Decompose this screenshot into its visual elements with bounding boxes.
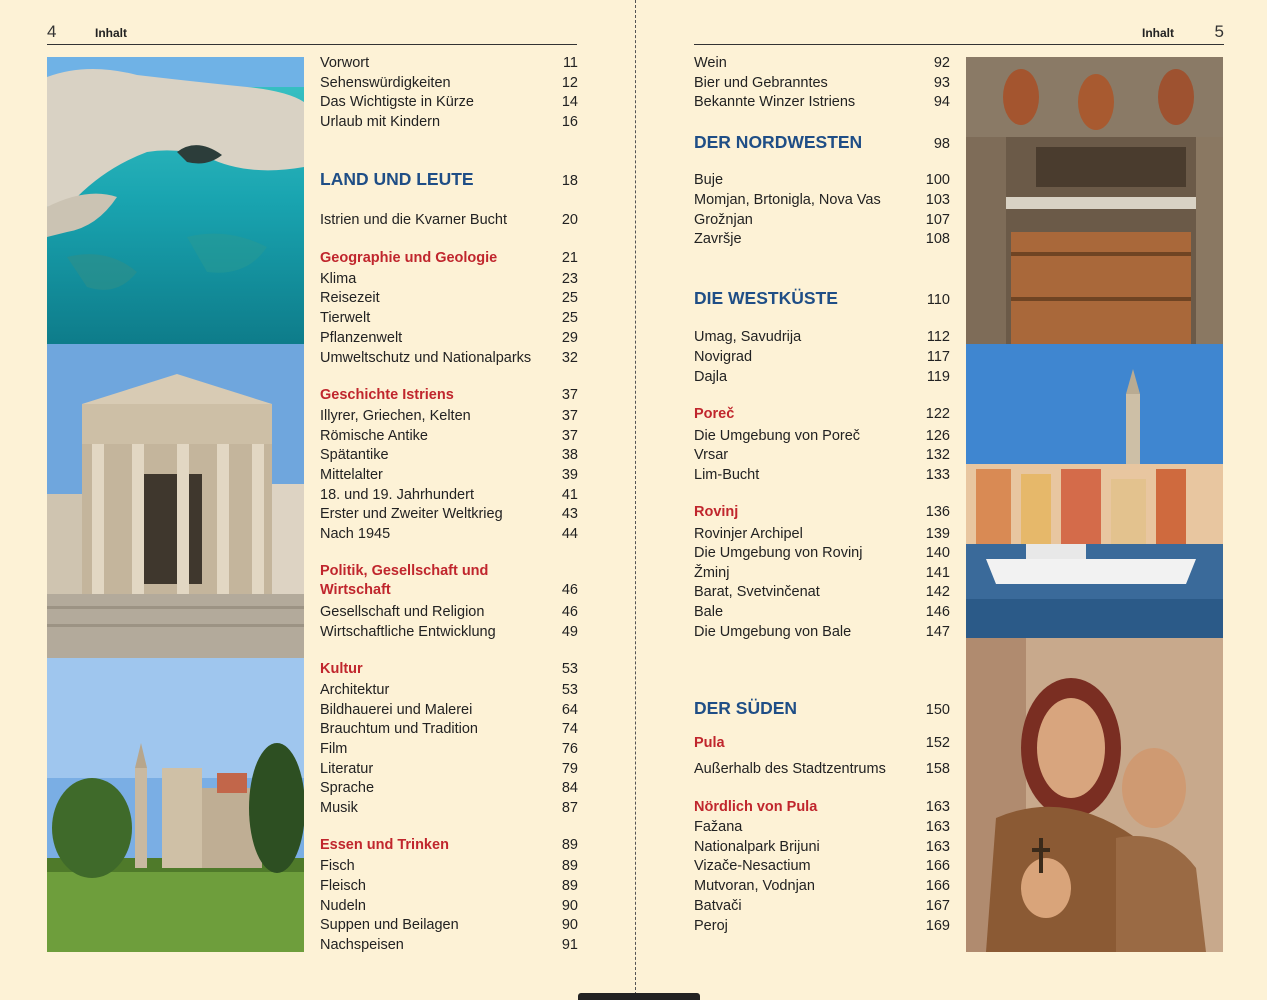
toc-entry	[320, 936, 578, 956]
toc-entry-title: Nachspeisen	[320, 937, 404, 953]
toc-entry-title: Momjan, Brtonigla, Nova Vas	[694, 192, 881, 208]
toc-entry-title: Istrien und die Kvarner Bucht	[320, 212, 507, 228]
toc-subsection	[320, 660, 578, 680]
toc-entry-page: 29	[561, 330, 578, 346]
toc-entry	[694, 897, 950, 917]
toc-subsection	[694, 405, 950, 425]
toc-entry	[320, 720, 578, 740]
toc-entry-page: 37	[561, 387, 578, 403]
toc-entry-title: Geographie und Geologie	[320, 250, 498, 266]
toc-entry	[694, 760, 950, 780]
toc-entry-title: Lim-Bucht	[694, 467, 760, 483]
toc-entry	[694, 427, 950, 447]
toc-entry-title: Die Umgebung von Bale	[694, 624, 852, 640]
toc-entry	[694, 877, 950, 897]
toc-entry-title: 18. und 19. Jahrhundert	[320, 487, 474, 503]
toc-entry-page: 38	[561, 447, 578, 463]
header-title: Inhalt	[1142, 26, 1174, 40]
toc-entry-title: Wein	[694, 55, 727, 71]
toc-entry-page: 46	[561, 582, 578, 598]
toc-entry-title: DIE WESTKÜSTE	[694, 288, 838, 308]
toc-entry-page: 110	[926, 292, 950, 308]
toc-entry-title: Umweltschutz und Nationalparks	[320, 350, 532, 366]
toc-entry-title: Die Umgebung von Poreč	[694, 428, 861, 444]
toc-entry-page: 90	[561, 917, 578, 933]
toc-entry-title: Urlaub mit Kindern	[320, 114, 441, 130]
toc-entry-page: 117	[926, 349, 950, 365]
toc-entry-title: Kultur	[320, 661, 363, 677]
toc-entry	[694, 564, 950, 584]
toc-entry-title: Suppen und Beilagen	[320, 917, 459, 933]
page-number: 4	[47, 22, 57, 41]
toc-entry	[694, 211, 950, 231]
toc-entry-page: 37	[561, 408, 578, 424]
toc-entry-page: 91	[561, 937, 578, 953]
toc-subsection	[694, 734, 950, 754]
toc-entry-title: Klima	[320, 271, 357, 287]
toc-entry-page: 163	[925, 819, 950, 835]
toc-entry-title: Brauchtum und Tradition	[320, 721, 478, 737]
toc-entry-page: 32	[561, 350, 578, 366]
toc-entry-title: DER SÜDEN	[694, 698, 798, 718]
toc-entry	[320, 916, 578, 936]
toc-entry	[320, 877, 578, 897]
toc-entry	[694, 171, 950, 191]
toc-entry-page: 25	[561, 310, 578, 326]
toc-entry	[694, 525, 950, 545]
harbor-town-photo	[966, 344, 1223, 638]
toc-entry-page: 133	[925, 467, 950, 483]
toc-entry	[320, 93, 578, 113]
toc-entry-page: 79	[561, 761, 578, 777]
toc-entry-page: 126	[925, 428, 950, 444]
toc-entry	[694, 583, 950, 603]
toc-entry-title: Rovinj	[694, 504, 739, 520]
toc-entry-page: 76	[561, 741, 578, 757]
bottom-tab	[578, 993, 700, 1000]
toc-entry-title: Poreč	[694, 406, 735, 422]
right-page	[637, 0, 1267, 1000]
toc-entry-page: 147	[925, 624, 950, 640]
toc-entry-page: 84	[561, 780, 578, 796]
toc-entry	[320, 446, 578, 466]
toc-section	[694, 133, 950, 153]
toc-entry-title: Bildhauerei und Malerei	[320, 702, 473, 718]
toc-entry-title: Römische Antike	[320, 428, 428, 444]
toc-entry-title: Vrsar	[694, 447, 729, 463]
toc-entry-title: Architektur	[320, 682, 390, 698]
toc-entry-page: 25	[561, 290, 578, 306]
madonna-statue-photo	[966, 638, 1223, 952]
toc-entry	[320, 701, 578, 721]
toc-entry-page: 49	[561, 624, 578, 640]
toc-subsection	[320, 562, 578, 582]
toc-entry	[320, 427, 578, 447]
toc-entry	[320, 897, 578, 917]
toc-entry-title: Tierwelt	[320, 310, 371, 326]
toc-entry	[320, 740, 578, 760]
toc-entry-title: Literatur	[320, 761, 374, 777]
toc-entry	[320, 505, 578, 525]
toc-subsection	[320, 836, 578, 856]
toc-entry-page: 150	[925, 702, 950, 718]
toc-entry-title: Bekannte Winzer Istriens	[694, 94, 856, 110]
toc-entry-title: LAND UND LEUTE	[320, 169, 474, 189]
toc-entry-page: 163	[925, 799, 950, 815]
toc-entry	[694, 328, 950, 348]
toc-entry-title: Batvači	[694, 898, 742, 914]
toc-entry	[694, 230, 950, 250]
toc-entry-page: 140	[925, 545, 950, 561]
toc-entry-title: Barat, Svetvinčenat	[694, 584, 820, 600]
toc-entry-page: 89	[561, 858, 578, 874]
toc-subsection	[320, 581, 578, 601]
toc-entry-page: 53	[561, 682, 578, 698]
toc-entry-page: 12	[561, 75, 578, 91]
toc-entry-title: Gesellschaft und Religion	[320, 604, 485, 620]
toc-entry	[320, 211, 578, 231]
toc-entry-title: Grožnjan	[694, 212, 753, 228]
toc-entry	[694, 54, 950, 74]
toc-entry-title: Buje	[694, 172, 724, 188]
toc-entry-title: Dajla	[694, 369, 728, 385]
toc-entry-page: 98	[933, 136, 950, 152]
toc-entry-page: 90	[561, 898, 578, 914]
toc-entry-page: 39	[561, 467, 578, 483]
toc-entry-page: 11	[562, 55, 578, 71]
left-toc	[320, 0, 578, 1000]
toc-entry-page: 94	[933, 94, 950, 110]
toc-entry	[320, 681, 578, 701]
toc-entry-title: Mutvoran, Vodnjan	[694, 878, 815, 894]
toc-entry-page: 74	[561, 721, 578, 737]
toc-entry-page: 18	[561, 173, 578, 189]
toc-entry-title: Wirtschaftliche Entwicklung	[320, 624, 496, 640]
toc-entry-page: 20	[561, 212, 578, 228]
toc-entry-page: 122	[925, 406, 950, 422]
roman-temple-photo	[47, 344, 304, 658]
toc-entry-title: Erster und Zweiter Weltkrieg	[320, 506, 503, 522]
toc-entry	[320, 486, 578, 506]
toc-entry-page: 41	[561, 487, 578, 503]
toc-entry	[320, 407, 578, 427]
toc-entry-title: Fisch	[320, 858, 355, 874]
toc-entry-title: Nördlich von Pula	[694, 799, 818, 815]
bar-hams-photo	[966, 57, 1223, 344]
toc-entry	[320, 525, 578, 545]
toc-entry	[694, 74, 950, 94]
toc-entry-title: Pula	[694, 735, 725, 751]
toc-entry-title: Reisezeit	[320, 290, 380, 306]
toc-entry-title: Fažana	[694, 819, 743, 835]
toc-entry	[320, 857, 578, 877]
toc-entry-title: Geschichte Istriens	[320, 387, 454, 403]
toc-entry-page: 112	[926, 329, 950, 345]
toc-entry-page: 163	[925, 839, 950, 855]
toc-entry-title: Wirtschaft	[320, 582, 391, 598]
toc-entry	[694, 838, 950, 858]
right-toc	[694, 0, 950, 1000]
toc-entry	[320, 349, 578, 369]
toc-entry-title: Nationalpark Brijuni	[694, 839, 820, 855]
toc-entry-page: 141	[925, 565, 950, 581]
toc-entry-page: 53	[561, 661, 578, 677]
toc-entry-page: 93	[933, 75, 950, 91]
toc-entry-title: Rovinjer Archipel	[694, 526, 803, 542]
toc-entry-page: 167	[925, 898, 950, 914]
toc-entry-page: 152	[925, 735, 950, 751]
toc-entry-title: Spätantike	[320, 447, 389, 463]
toc-entry	[694, 623, 950, 643]
toc-entry-title: Vorwort	[320, 55, 370, 71]
toc-entry-title: DER NORDWESTEN	[694, 132, 863, 152]
toc-entry-page: 139	[925, 526, 950, 542]
toc-entry-title: Das Wichtigste in Kürze	[320, 94, 474, 110]
toc-section	[694, 699, 950, 719]
toc-entry-page: 16	[561, 114, 578, 130]
toc-entry	[694, 544, 950, 564]
toc-entry-page: 142	[925, 584, 950, 600]
toc-entry	[694, 93, 950, 113]
toc-entry-page: 89	[561, 878, 578, 894]
toc-entry-title: Nach 1945	[320, 526, 391, 542]
toc-entry	[320, 623, 578, 643]
toc-subsection	[320, 249, 578, 269]
toc-entry-title: Sprache	[320, 780, 375, 796]
toc-entry-title: Illyrer, Griechen, Kelten	[320, 408, 471, 424]
toc-entry-page: 14	[561, 94, 578, 110]
toc-entry-page: 100	[925, 172, 950, 188]
toc-entry-page: 158	[925, 761, 950, 777]
toc-entry	[694, 446, 950, 466]
toc-entry-page: 119	[926, 369, 950, 385]
toc-entry	[320, 74, 578, 94]
toc-entry-page: 136	[925, 504, 950, 520]
toc-entry	[694, 818, 950, 838]
toc-entry-page: 87	[561, 800, 578, 816]
toc-entry-title: Novigrad	[694, 349, 753, 365]
toc-entry	[320, 799, 578, 819]
toc-entry-page: 166	[925, 878, 950, 894]
toc-entry-page: 103	[925, 192, 950, 208]
toc-subsection	[320, 386, 578, 406]
toc-entry	[320, 309, 578, 329]
toc-entry-title: Die Umgebung von Rovinj	[694, 545, 863, 561]
toc-entry	[320, 603, 578, 623]
toc-entry-title: Außerhalb des Stadtzentrums	[694, 761, 886, 777]
toc-entry	[694, 191, 950, 211]
toc-entry-title: Nudeln	[320, 898, 366, 914]
toc-entry-title: Umag, Savudrija	[694, 329, 802, 345]
toc-subsection	[694, 503, 950, 523]
toc-entry-page: 107	[925, 212, 950, 228]
toc-entry-title: Završje	[694, 231, 742, 247]
toc-entry	[320, 760, 578, 780]
toc-entry	[320, 289, 578, 309]
toc-section	[320, 170, 578, 190]
toc-entry-page: 132	[925, 447, 950, 463]
toc-entry	[320, 54, 578, 74]
toc-entry	[694, 348, 950, 368]
toc-entry-title: Essen und Trinken	[320, 837, 449, 853]
toc-entry-page: 43	[561, 506, 578, 522]
toc-entry-page: 64	[561, 702, 578, 718]
toc-entry-title: Žminj	[694, 565, 730, 581]
toc-entry-page: 23	[561, 271, 578, 287]
toc-entry	[320, 779, 578, 799]
toc-entry	[694, 466, 950, 486]
toc-entry-page: 37	[561, 428, 578, 444]
toc-entry-title: Film	[320, 741, 348, 757]
toc-entry-title: Fleisch	[320, 878, 366, 894]
toc-section	[694, 289, 950, 309]
toc-entry-page: 169	[925, 918, 950, 934]
toc-entry-title: Pflanzenwelt	[320, 330, 403, 346]
toc-entry	[320, 329, 578, 349]
toc-entry-page: 146	[925, 604, 950, 620]
toc-entry-page: 92	[933, 55, 950, 71]
toc-entry-title: Mittelalter	[320, 467, 383, 483]
toc-entry-title: Bale	[694, 604, 724, 620]
toc-subsection	[694, 798, 950, 818]
toc-entry	[694, 857, 950, 877]
toc-entry-title: Vizače-Nesactium	[694, 858, 811, 874]
toc-entry-title: Musik	[320, 800, 358, 816]
coastal-cove-photo	[47, 57, 304, 344]
toc-entry-title: Sehenswürdigkeiten	[320, 75, 451, 91]
toc-entry-page: 46	[561, 604, 578, 620]
toc-entry-page: 108	[925, 231, 950, 247]
toc-entry-title: Politik, Gesellschaft und	[320, 563, 489, 579]
toc-entry-title: Peroj	[694, 918, 728, 934]
toc-entry-page: 44	[561, 526, 578, 542]
toc-entry	[320, 113, 578, 133]
toc-entry-title: Bier und Gebranntes	[694, 75, 828, 91]
town-tower-photo	[47, 658, 304, 952]
toc-entry	[320, 466, 578, 486]
header-title: Inhalt	[95, 26, 127, 40]
toc-entry	[694, 917, 950, 937]
toc-entry-page: 21	[561, 250, 578, 266]
page-number: 5	[1214, 22, 1224, 41]
toc-entry	[320, 270, 578, 290]
toc-entry-page: 89	[561, 837, 578, 853]
toc-entry-page: 166	[925, 858, 950, 874]
toc-entry	[694, 368, 950, 388]
toc-entry	[694, 603, 950, 623]
